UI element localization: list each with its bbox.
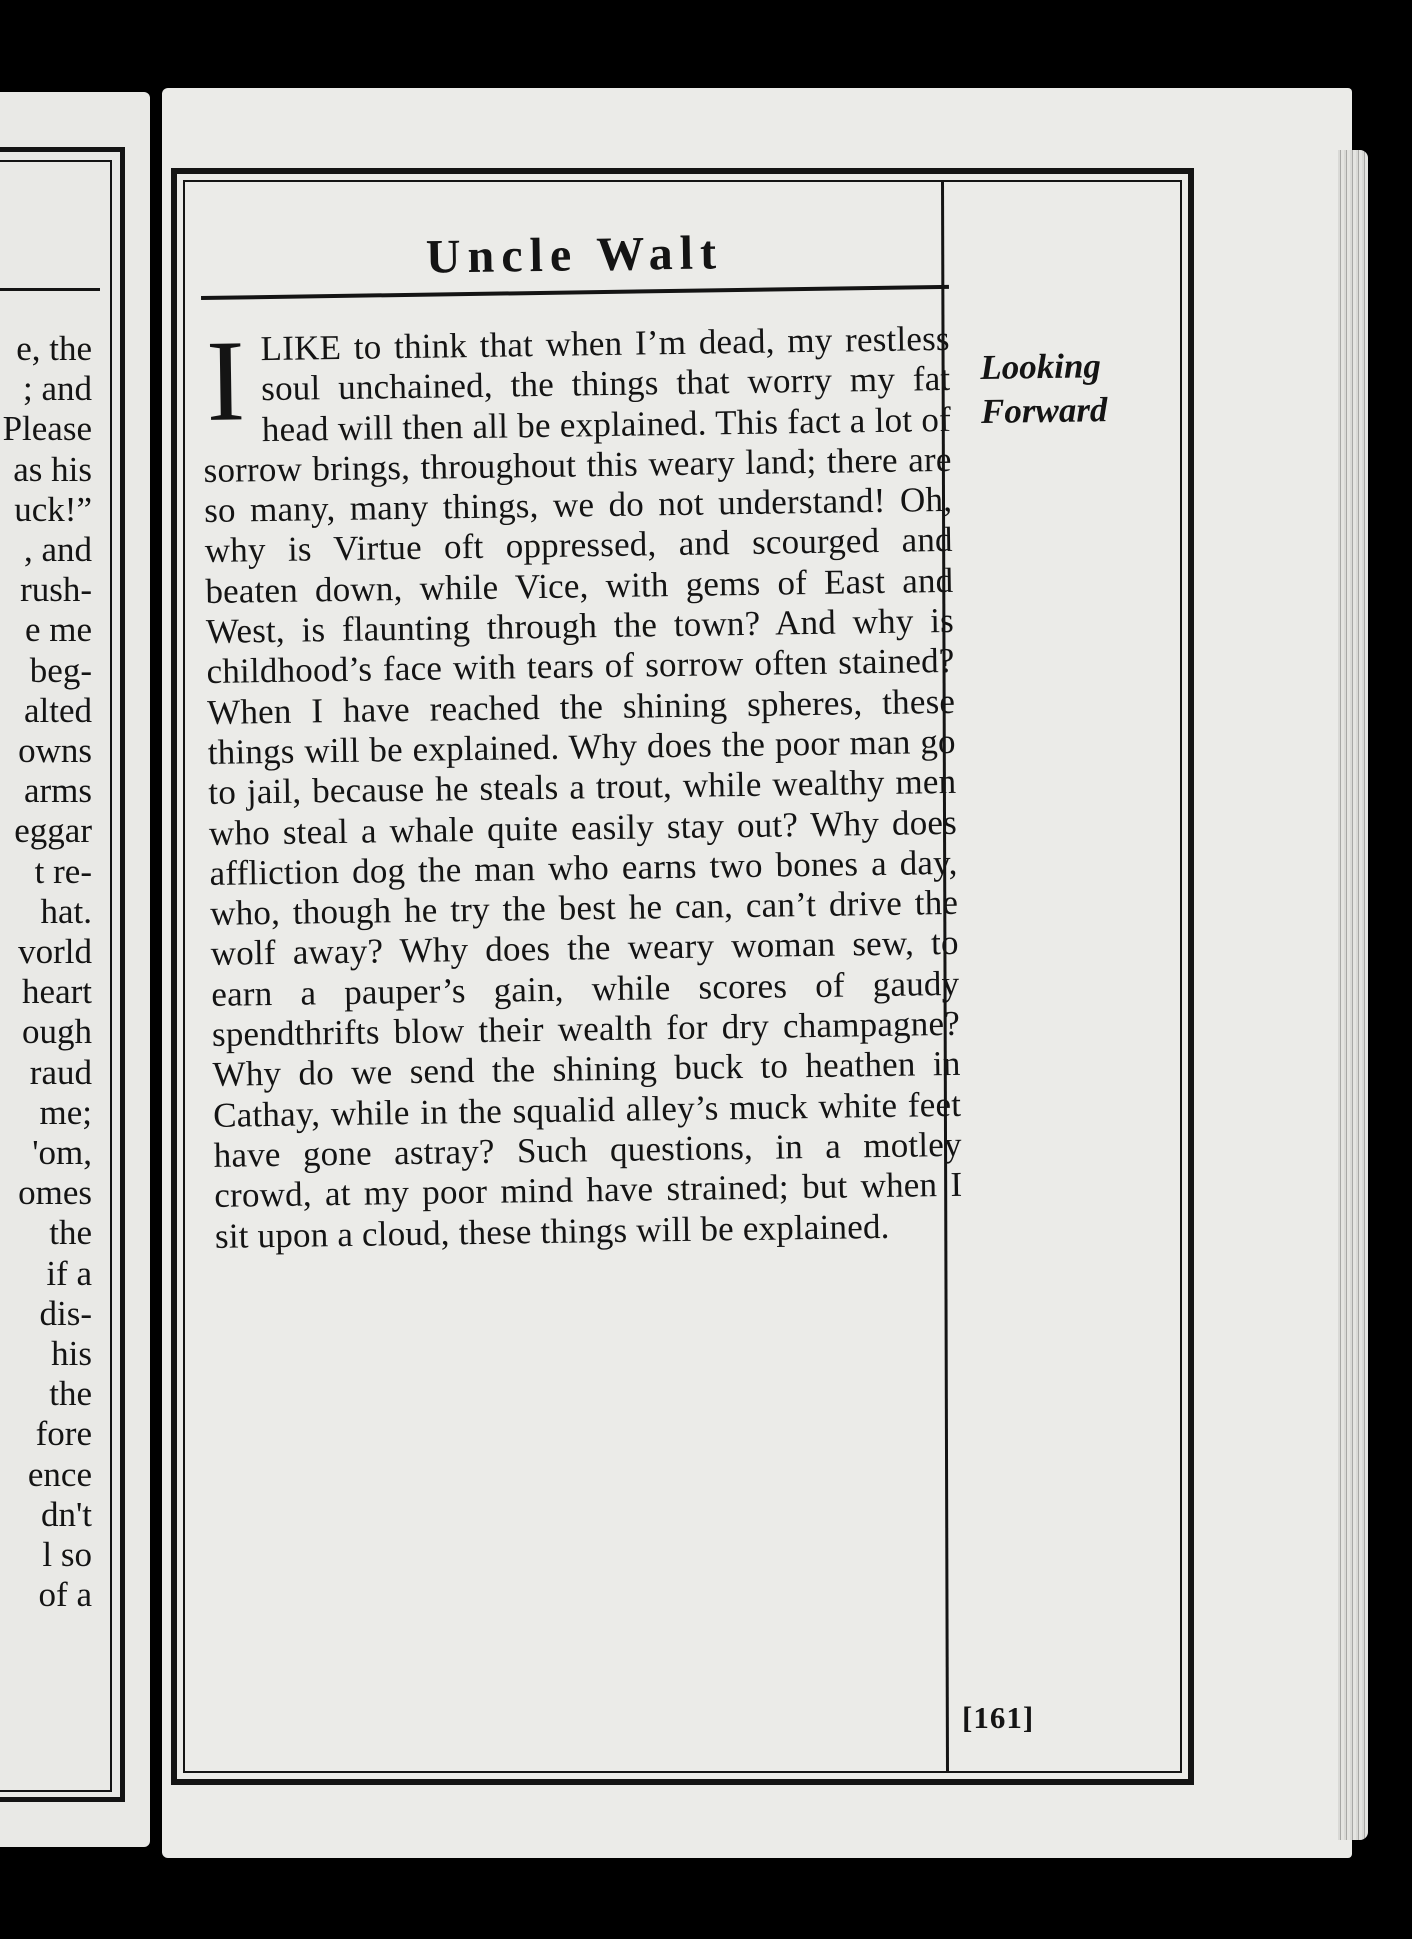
drop-cap: I bbox=[205, 317, 247, 446]
text-fragment: Please bbox=[2, 409, 92, 449]
text-fragment: me; bbox=[39, 1092, 92, 1132]
page-edges bbox=[1338, 150, 1368, 1840]
text-fragment: alted bbox=[23, 690, 92, 730]
text-fragment: , and bbox=[23, 530, 92, 570]
text-fragment: ence bbox=[27, 1454, 92, 1494]
main-text-column bbox=[200, 217, 963, 1257]
text-fragment: raud bbox=[29, 1052, 92, 1092]
text-fragment: hat. bbox=[40, 891, 92, 931]
text-fragment: eggar bbox=[14, 811, 92, 851]
text-fragment: beg- bbox=[29, 650, 92, 690]
poem-body: LIKE to think that when I’m dead, my restless soul unchained, the things that worry my fat head will then all be explained. This fact a lot of sorrow brings, throughout this weary land; there are so many, many things, we do not understand! Oh, why is Virtue oft oppressed, and scourged and beaten down, while Vice, with gems of East and West, is flaunting through the town? And why is childhood’s face with tears of sorrow often stained? When I have reached the shining spheres, these things will be explained. Why does the poor man go to jail, because he steals a trout, while wealthy men who steal a whale quite easily stay out? Why does affliction dog the man who earns two bones a day, who, though he try the best he can, can’t drive the wolf away? Why does the weary woman sew, to earn a pauper’s gain, while scores of gaudy spendthrifts blow their wealth for dry champagne? Why do we send the shining buck to heathen in Cathay, while in the squalid alley’s muck white feet have gone astray? Such questions, in a motley crowd, at my poor mind have strained; but when I sit upon a cloud, these things will be explained. bbox=[203, 318, 963, 1256]
text-fragment: heart bbox=[22, 972, 92, 1012]
page-number: [161] bbox=[962, 1700, 1035, 1735]
margin-heading-line-2: Forward bbox=[980, 390, 1108, 431]
prose-poem bbox=[202, 319, 964, 1257]
text-fragment: t re- bbox=[34, 851, 92, 891]
text-fragment: rush- bbox=[20, 570, 92, 610]
margin-heading-line-1: Looking bbox=[980, 346, 1102, 387]
text-fragment: of a bbox=[38, 1575, 92, 1615]
text-fragment: arms bbox=[23, 771, 92, 811]
text-fragment: owns bbox=[18, 731, 92, 771]
text-fragment: e, the bbox=[16, 329, 92, 368]
text-fragment: if a bbox=[46, 1253, 92, 1293]
text-fragment: the bbox=[49, 1213, 92, 1253]
text-fragment: dis- bbox=[39, 1293, 92, 1333]
text-fragment: ough bbox=[22, 1012, 92, 1052]
text-fragment: fore bbox=[35, 1414, 92, 1454]
text-fragment: omes bbox=[18, 1173, 92, 1213]
text-fragment: as his bbox=[13, 449, 92, 489]
text-fragment: the bbox=[49, 1374, 92, 1414]
text-fragment: e me bbox=[24, 610, 92, 650]
text-fragment: l so bbox=[42, 1535, 92, 1575]
text-fragment: 'om, bbox=[32, 1133, 92, 1173]
text-fragment: his bbox=[51, 1334, 92, 1374]
page-title: Uncle Walt bbox=[425, 226, 724, 284]
previous-page-title-rule bbox=[0, 288, 100, 291]
text-fragment: uck!” bbox=[14, 489, 92, 529]
margin-heading bbox=[980, 344, 1108, 434]
text-fragment: vorld bbox=[18, 932, 92, 972]
text-fragment: dn't bbox=[40, 1494, 92, 1534]
previous-page-text-fragments bbox=[0, 329, 92, 1616]
text-fragment: ; and bbox=[22, 369, 92, 409]
previous-page bbox=[0, 92, 150, 1847]
